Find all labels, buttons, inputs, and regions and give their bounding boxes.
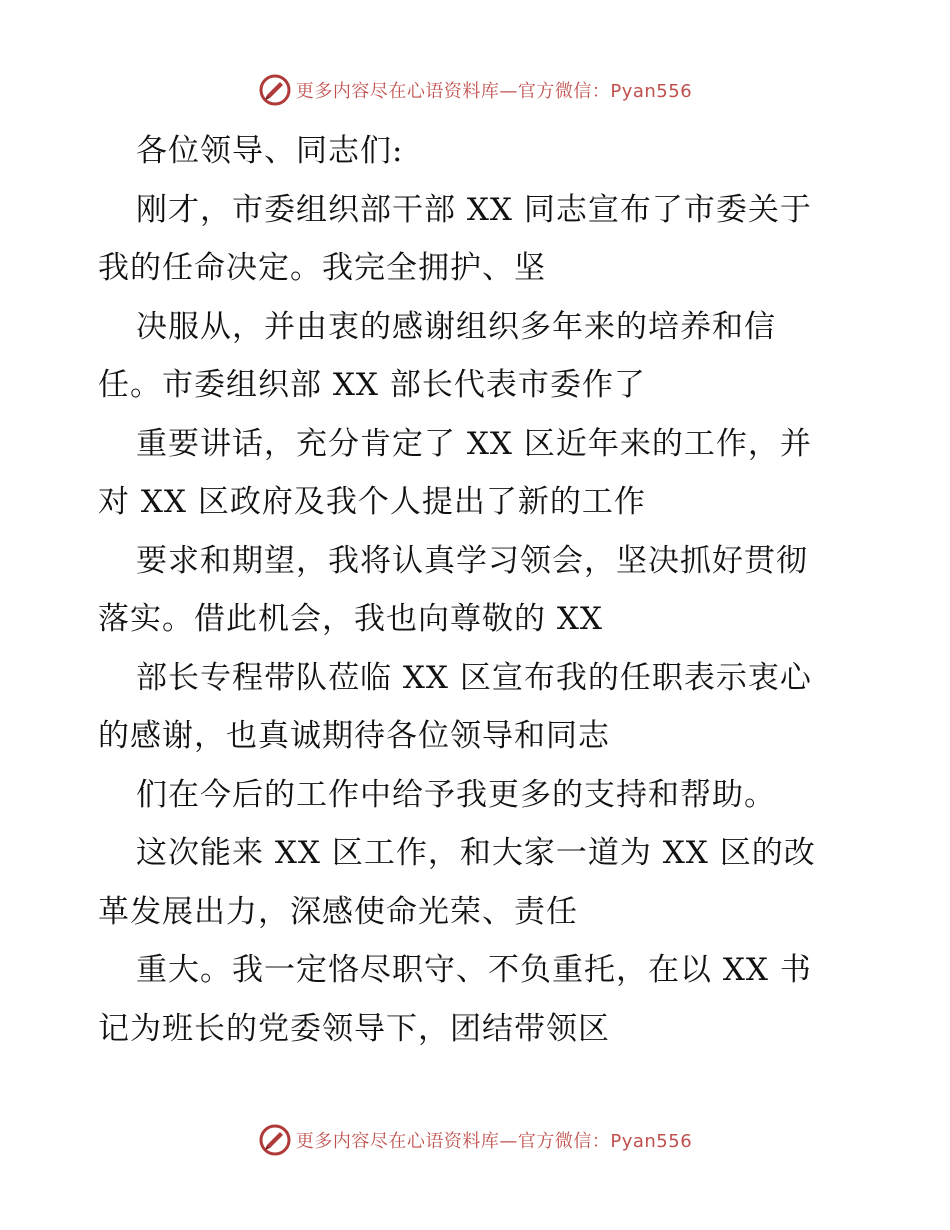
header-banner-text: 更多内容尽在心语资料库—官方微信：Pyan556 [295, 81, 693, 102]
text-line: 部长专程带队莅临 XX 区宣布我的任职表示衷心 [136, 659, 812, 696]
footer-banner-text: 更多内容尽在心语资料库—官方微信：Pyan556 [295, 1131, 693, 1152]
text-line: 刚才，市委组织部干部 XX 同志宣布了市委关于 [136, 191, 812, 228]
logo-icon [258, 1123, 292, 1157]
header-banner [0, 70, 950, 110]
footer-banner [0, 1120, 950, 1160]
text-line: 任。市委组织部 XX 部长代表市委作了 [98, 367, 646, 403]
text-line: 记为班长的党委领导下，团结带领区 [98, 1010, 610, 1047]
document-body [98, 122, 858, 1058]
text-line: 落实。借此机会，我也向尊敬的 XX [98, 601, 603, 637]
text-line: 重要讲话，充分肯定了 XX 区近年来的工作，并 [136, 425, 812, 462]
text-line: 这次能来 XX 区工作，和大家一道为 XX 区的改 [136, 835, 816, 871]
logo-icon [258, 73, 292, 107]
text-line: 们在今后的工作中给予我更多的支持和帮助。 [136, 776, 776, 813]
text-line: 的感谢，也真诚期待各位领导和同志 [98, 718, 610, 754]
text-line: 革发展出力，深感使命光荣、责任 [98, 893, 578, 930]
text-line: 决服从，并由衷的感谢组织多年来的培养和信 [136, 308, 776, 345]
text-line: 对 XX 区政府及我个人提出了新的工作 [98, 484, 646, 520]
text-line: 各位领导、同志们: [136, 133, 404, 169]
text-line: 我的任命决定。我完全拥护、坚 [98, 250, 546, 286]
text-line: 要求和期望，我将认真学习领会，坚决抓好贯彻 [136, 542, 808, 579]
text-line: 重大。我一定恪尽职守、不负重托，在以 XX 书 [136, 952, 812, 988]
